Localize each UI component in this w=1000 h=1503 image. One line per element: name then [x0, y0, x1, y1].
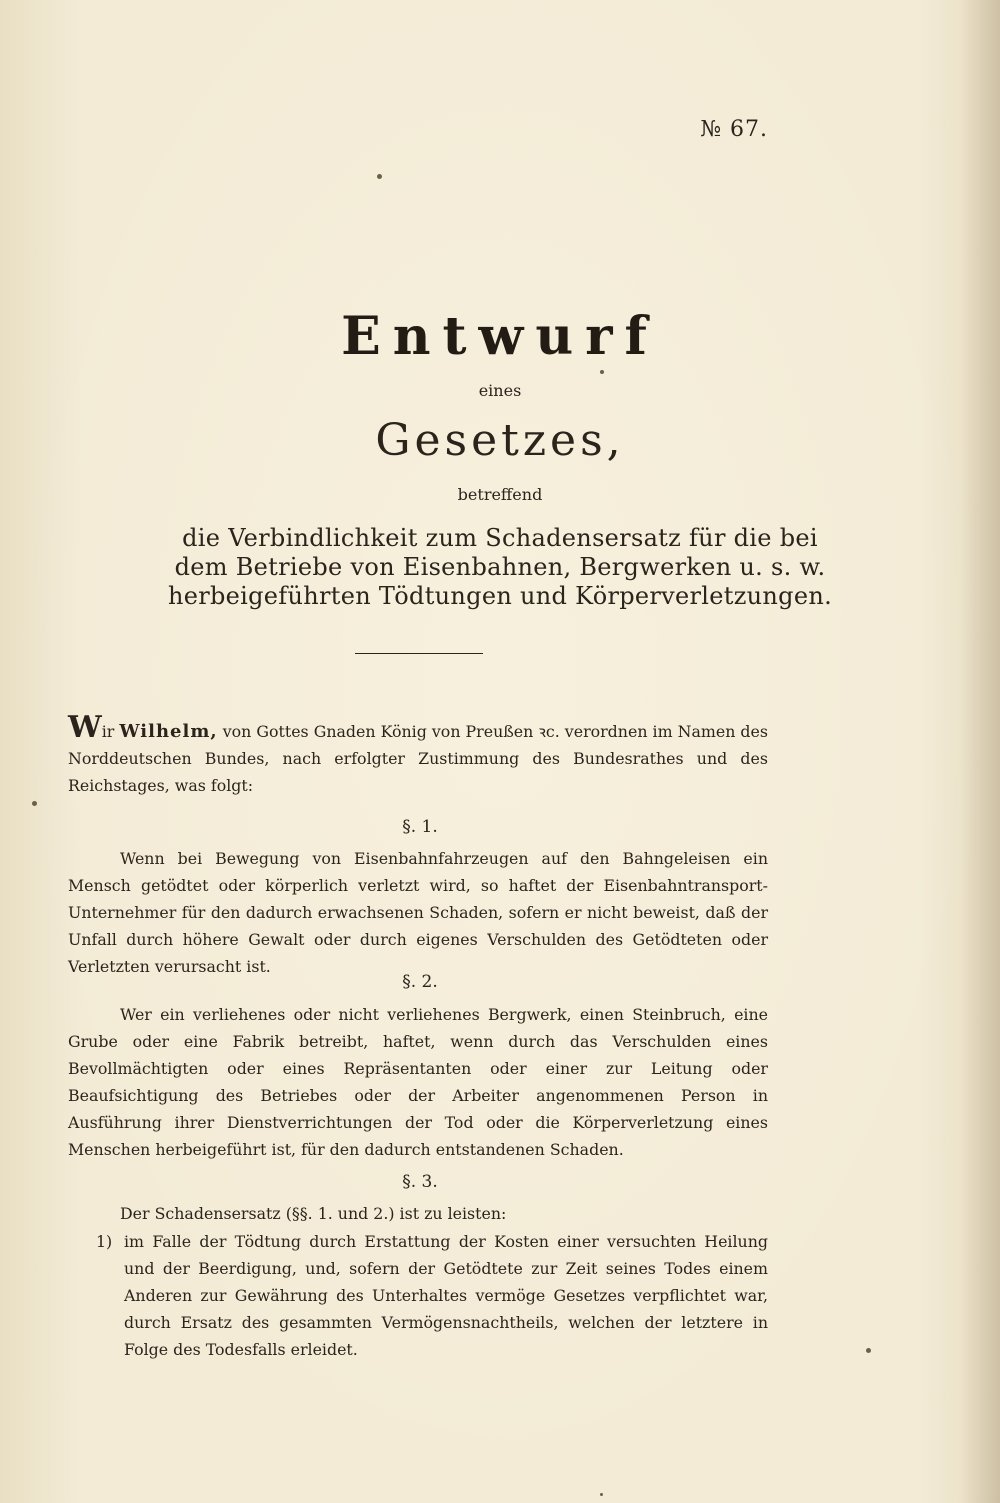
- title-connector: eines: [478, 381, 522, 400]
- paper-speck: [600, 370, 604, 374]
- section-heading-1: §. 1.: [402, 817, 438, 837]
- preamble: [68, 710, 768, 799]
- preamble-text: von Gottes Gnaden König von Preußen ꝛc. verordnen im Namen des Norddeutschen Bundes, nach erfolgter Zustimmung des Bundesrathes und des Reichstages, was folgt:: [68, 722, 768, 795]
- paper-speck: [32, 801, 37, 806]
- paper-speck: [866, 1348, 871, 1353]
- section-heading-2: §. 2.: [402, 972, 438, 992]
- preamble-ir: ir: [101, 722, 115, 741]
- page-number: № 67.: [700, 117, 768, 142]
- section-text-3: Der Schadensersatz (§§. 1. und 2.) ist zu leisten:: [120, 1204, 507, 1223]
- list-item-text: im Falle der Tödtung durch Erstattung der Kosten einer versuchten Heilung und der Beerdigung, und, sofern der Getödtete zur Zeit seines Todes einem Anderen zur Gewährung des Unterhaltes vermöge Gesetzes verpflichtet war, durch Ersatz des gesammten Vermögensnachtheils, welchen der letztere in Folge des Todesfalls erleidet.: [124, 1232, 768, 1359]
- page-edge-shadow: [960, 0, 1000, 1503]
- separator-rule: [355, 653, 483, 654]
- preamble-dropcap: W: [68, 710, 102, 745]
- subject-intro: betreffend: [457, 485, 543, 504]
- list-item: [96, 1228, 768, 1363]
- paper-speck: [600, 1493, 603, 1496]
- document-subject: die Verbindlichkeit zum Schadensersatz für die bei dem Betriebe von Eisenbahnen, Bergwerken u. s. w. herbeigeführten Tödtungen und Körperverletzungen.: [167, 524, 833, 610]
- paper-speck: [377, 174, 382, 179]
- list-item-number: 1): [96, 1232, 113, 1251]
- document-subtitle: Gesetzes,: [375, 415, 625, 466]
- section-heading-3: §. 3.: [402, 1172, 438, 1192]
- section-text-1: Wenn bei Bewegung von Eisenbahnfahrzeugen auf den Bahngeleisen ein Mensch getödtet oder körperlich verletzt wird, so haftet der Eisenbahntransport-Unternehmer für den dadurch erwachsenen Schaden, sofern er nicht beweist, daß der Unfall durch höhere Gewalt oder durch eigenes Verschulden des Getödteten oder Verletzten verursacht ist.: [68, 849, 768, 976]
- preamble-king-name: Wilhelm,: [119, 721, 218, 742]
- document-title: Entwurf: [341, 306, 659, 367]
- section-text-2: Wer ein verliehenes oder nicht verliehenes Bergwerk, einen Steinbruch, eine Grube oder eine Fabrik betreibt, haftet, wenn durch das Verschulden eines Bevollmächtigten oder eines Repräsentanten oder einer zur Leitung oder Beaufsichtigung des Betriebes oder der Arbeiter angenommenen Person in Ausführung ihrer Dienstverrichtungen der Tod oder die Körperverletzung eines Menschen herbeigeführt ist, für den dadurch entstandenen Schaden.: [68, 1005, 768, 1159]
